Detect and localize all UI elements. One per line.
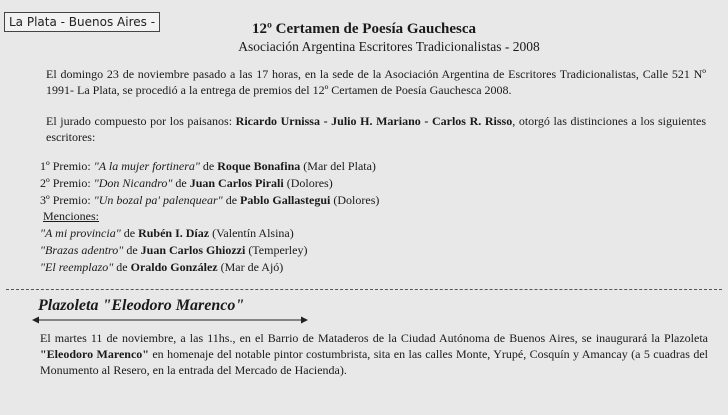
prize-de: de bbox=[222, 192, 241, 207]
poem-author: Pablo Gallastegui bbox=[240, 192, 331, 207]
plazoleta-paragraph bbox=[40, 330, 708, 378]
jury-names: Ricardo Urnissa - Julio H. Mariano - Carlos R. Risso bbox=[235, 114, 513, 128]
mention-de: de bbox=[123, 242, 141, 257]
dashed-divider bbox=[6, 289, 722, 290]
poem-title: "A la mujer fortinera" bbox=[93, 159, 200, 173]
event-title: 12º Certamen de Poesía Gauchesca bbox=[251, 21, 477, 37]
poem-title: "Don Nicandro" bbox=[93, 175, 173, 190]
prize-item bbox=[40, 175, 700, 192]
intro-paragraph: El domingo 23 de noviembre pasado a las 17 horas, en la sede de la Asociación Argentina de Escritores Tradicionalistas, Calle 521 Nº 1991- La Plata, se procedió a la entrega de premios del 12º Certamen de Poesía Gauchesca 2008. bbox=[46, 67, 706, 97]
prize-de: de bbox=[199, 159, 218, 173]
prize-label: 3º Premio: bbox=[40, 192, 94, 207]
author-place: (Dolores) bbox=[283, 175, 333, 190]
mention-de: de bbox=[120, 226, 139, 241]
prize-label: 2º Premio: bbox=[40, 175, 94, 190]
event-subtitle: Asociación Argentina Escritores Tradicionalistas - 2008 bbox=[238, 39, 540, 54]
poem-title: "Un bozal pa' palenquear" bbox=[93, 192, 223, 207]
plazoleta-name: "Eleodoro Marenco" bbox=[40, 347, 149, 361]
author-place: (Mar del Plata) bbox=[300, 159, 376, 173]
poem-author: Oraldo González bbox=[130, 259, 218, 274]
plazoleta-title: Plazoleta "Eleodoro Marenco" bbox=[38, 297, 245, 314]
poem-title: "A mi provincia" bbox=[40, 226, 121, 241]
mention-item bbox=[40, 225, 700, 242]
plazoleta-text: El martes 11 de noviembre, a las 11hs., en el Barrio de Mataderos de la Ciudad Autónoma de Buenos Aires, se inaugurará la Plazoleta bbox=[40, 331, 708, 345]
author-place: (Valentín Alsina) bbox=[209, 226, 294, 241]
mention-item bbox=[40, 259, 700, 276]
mentions-heading: Menciones: bbox=[43, 209, 99, 224]
prize-item bbox=[40, 158, 700, 175]
author-place: (Mar de Ajó) bbox=[217, 259, 284, 274]
jury-tail: , otorgó las distinciones a los siguientes escritores: bbox=[46, 114, 706, 144]
poem-author: Juan Carlos Pirali bbox=[189, 175, 284, 190]
poem-author: Rubén I. Díaz bbox=[138, 226, 210, 241]
mention-item bbox=[40, 242, 700, 259]
mention-de: de bbox=[113, 259, 131, 274]
plazoleta-text-end: en homenaje del notable pintor costumbrista, sita en las calles Monte, Yrupé, Cosquín y Amancay (a 5 cuadras del Monumento al Resero, en la entrada del Mercado de Hacienda). bbox=[40, 347, 708, 377]
poem-author: Roque Bonafina bbox=[217, 159, 301, 173]
prize-list bbox=[40, 158, 700, 276]
location-tag: La Plata - Buenos Aires - bbox=[4, 12, 160, 32]
poem-author: Juan Carlos Ghiozzi bbox=[140, 242, 246, 257]
jury-paragraph bbox=[46, 114, 706, 145]
jury-lead: El jurado compuesto por los paisanos: bbox=[46, 114, 236, 128]
poem-title: "Brazas adentro" bbox=[40, 242, 124, 257]
poem-title: "El reemplazo" bbox=[40, 259, 114, 274]
double-arrow-icon bbox=[32, 316, 308, 324]
prize-label: 1º Premio: bbox=[40, 159, 94, 173]
prize-de: de bbox=[172, 175, 190, 190]
prize-item bbox=[40, 192, 700, 209]
author-place: (Dolores) bbox=[330, 192, 380, 207]
author-place: (Temperley) bbox=[245, 242, 308, 257]
